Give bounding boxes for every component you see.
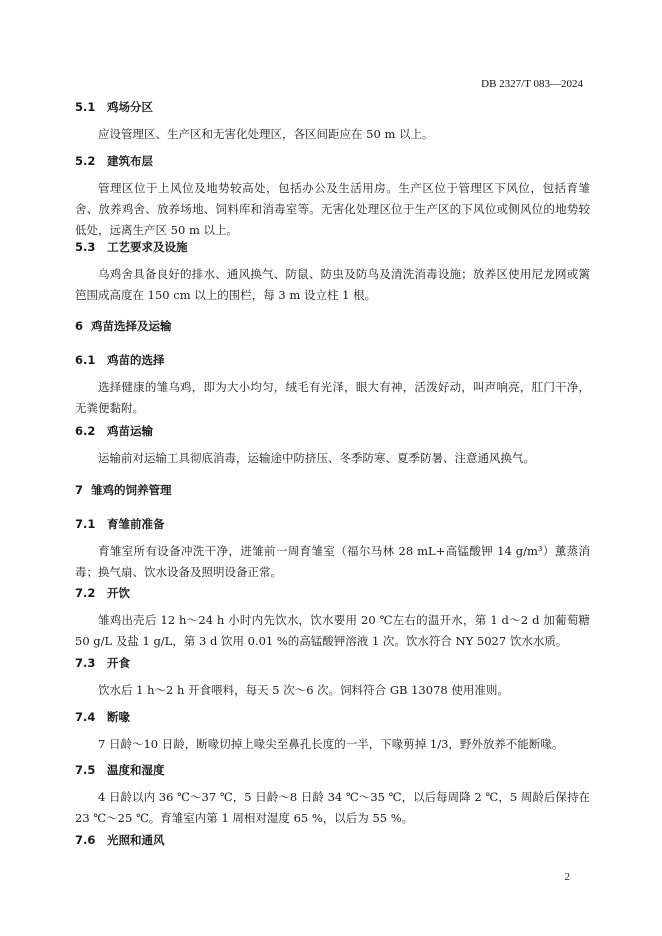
section-6-2 xyxy=(75,423,590,469)
section-number: 5.3 xyxy=(75,240,96,254)
document-header-id: DB 2327/T 083—2024 xyxy=(481,78,583,90)
section-7-4 xyxy=(75,709,590,755)
section-heading xyxy=(75,99,590,115)
section-paragraph: 7 日龄～10 日龄，断喙切掉上喙尖至鼻孔长度的一半，下喙剪掉 1/3，野外放养不能断喙。 xyxy=(98,737,564,751)
section-title: 鸡场分区 xyxy=(107,100,153,114)
section-7-1 xyxy=(75,516,590,583)
section-heading xyxy=(75,709,590,725)
section-number: 7.5 xyxy=(75,763,96,777)
section-title: 光照和通风 xyxy=(107,833,165,847)
section-title: 断喙 xyxy=(107,710,130,724)
section-title: 工艺要求及设施 xyxy=(107,240,188,254)
section-title: 鸡苗运输 xyxy=(107,424,153,438)
section-heading xyxy=(75,482,590,498)
section-title: 鸡苗选择及运输 xyxy=(91,319,172,333)
section-number: 5.2 xyxy=(75,154,96,168)
section-paragraph: 4 日龄以内 36 ℃～37 ℃，5 日龄～8 日龄 34 ℃～35 ℃，以后每周降 2 ℃，5 周龄后保持在 23 ℃～25 ℃。育雏室内第 1 周相对湿度 65 %，以后为 55 %。 xyxy=(75,790,590,825)
section-paragraph: 饮水后 1 h～2 h 开食喂料，每天 5 次～6 次。饲料符合 GB 13078 使用准则。 xyxy=(98,683,509,697)
section-heading xyxy=(75,655,590,671)
section-7-5 xyxy=(75,762,590,829)
section-paragraph: 乌鸡舍具备良好的排水、通风换气、防鼠、防虫及防鸟及清洗消毒设施；放养区使用尼龙网或篱笆围成高度在 150 cm 以上的围栏，每 3 m 设立柱 1 根。 xyxy=(75,267,590,302)
page-number: 2 xyxy=(564,871,570,883)
section-paragraph: 选择健康的雏乌鸡，即为大小均匀，绒毛有光泽，眼大有神，活泼好动，叫声响亮，肛门干净，无粪便黏附。 xyxy=(75,380,590,415)
section-number: 7.6 xyxy=(75,833,96,847)
section-heading xyxy=(75,352,590,368)
section-heading xyxy=(75,239,590,255)
section-paragraph: 应设管理区、生产区和无害化处理区，各区间距应在 50 m 以上。 xyxy=(98,127,434,141)
section-paragraph: 育雏室所有设备冲洗干净，进雏前一周育雏室（福尔马林 28 mL+高锰酸钾 14 g/m³）薰蒸消毒；换气扇、饮水设备及照明设备正常。 xyxy=(75,544,590,579)
section-heading xyxy=(75,832,590,848)
section-number: 5.1 xyxy=(75,100,96,114)
section-paragraph: 运输前对运输工具彻底消毒，运输途中防挤压、冬季防寒、夏季防暑、注意通风换气。 xyxy=(98,451,535,465)
section-number: 6.1 xyxy=(75,353,96,367)
section-title: 开食 xyxy=(107,656,130,670)
section-6 xyxy=(75,318,590,334)
section-heading xyxy=(75,516,590,532)
section-5-3 xyxy=(75,239,590,306)
section-number: 7.2 xyxy=(75,586,96,600)
section-5-2 xyxy=(75,153,590,241)
section-heading xyxy=(75,762,590,778)
section-heading xyxy=(75,423,590,439)
section-number: 7.4 xyxy=(75,710,96,724)
section-title: 温度和湿度 xyxy=(107,763,165,777)
section-title: 开饮 xyxy=(107,586,130,600)
section-number: 7 xyxy=(75,483,84,497)
section-7-3 xyxy=(75,655,590,701)
section-heading xyxy=(75,153,590,169)
section-heading xyxy=(75,318,590,334)
section-paragraph: 管理区位于上风位及地势较高处，包括办公及生活用房。生产区位于管理区下风位，包括育雏舍、放养鸡舍、放养场地、饲料库和消毒室等。无害化处理区位于生产区的下风位或侧风位的地势较低处，远离生产区 50 m 以上。 xyxy=(75,181,590,237)
section-7-6 xyxy=(75,832,590,848)
section-title: 雏鸡的饲养管理 xyxy=(91,483,172,497)
section-5-1 xyxy=(75,99,590,145)
section-number: 6.2 xyxy=(75,424,96,438)
section-paragraph: 雏鸡出壳后 12 h～24 h 小时内先饮水，饮水要用 20 ℃左右的温开水，第 1 d～2 d 加葡萄糖 50 g/L 及盐 1 g/L，第 3 d 饮用 0.01 %的高锰酸钾溶液 1 次。饮水符合 NY 5027 饮水水质。 xyxy=(75,613,590,648)
section-title: 建筑布层 xyxy=(107,154,153,168)
section-number: 7.3 xyxy=(75,656,96,670)
section-7 xyxy=(75,482,590,498)
section-6-1 xyxy=(75,352,590,419)
section-title: 鸡苗的选择 xyxy=(107,353,165,367)
section-heading xyxy=(75,585,590,601)
section-title: 育雏前准备 xyxy=(107,517,165,531)
section-7-2 xyxy=(75,585,590,652)
section-number: 6 xyxy=(75,319,84,333)
section-number: 7.1 xyxy=(75,517,96,531)
